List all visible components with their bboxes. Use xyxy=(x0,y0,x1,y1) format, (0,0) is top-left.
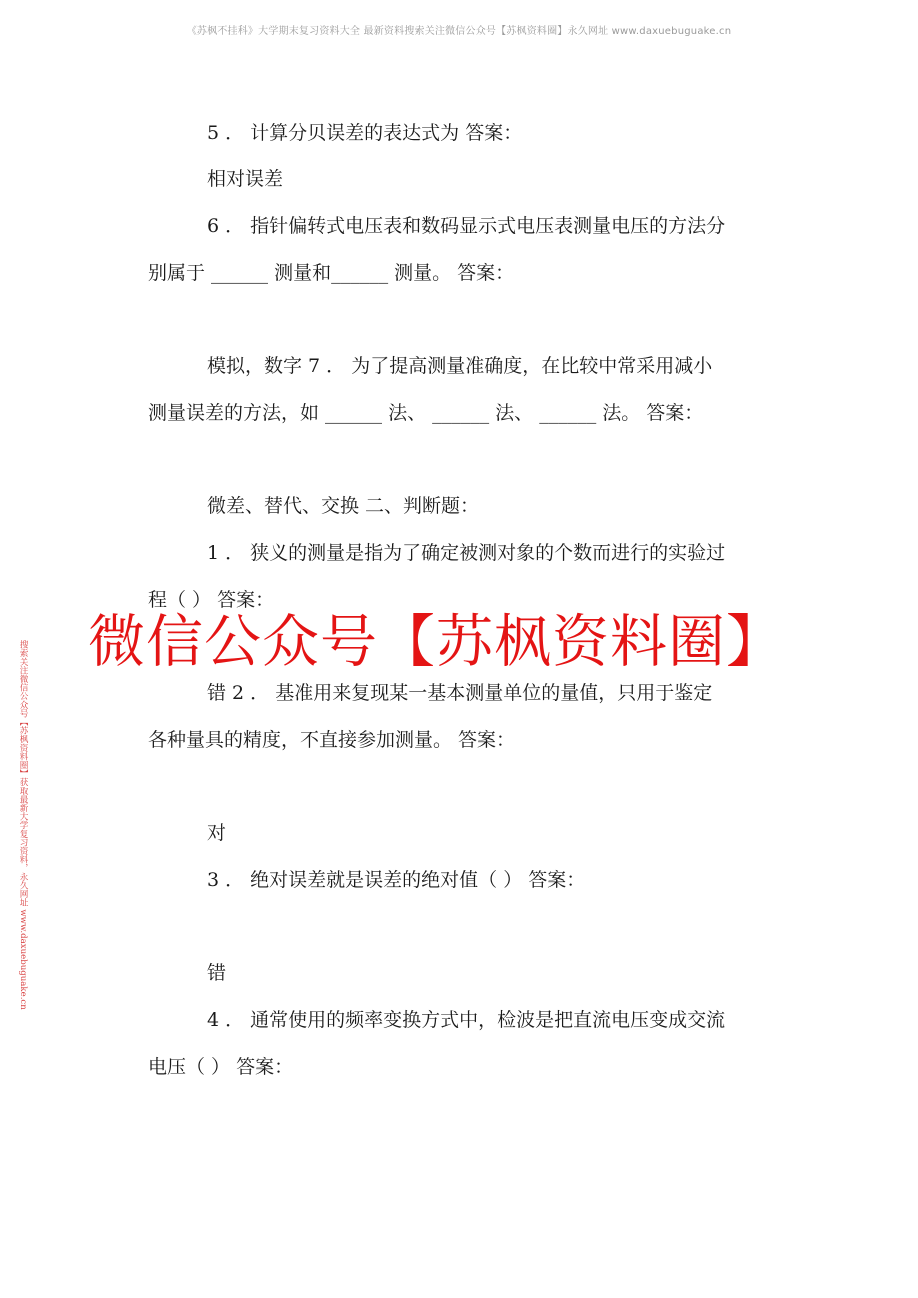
wechat-watermark: 微信公众号【苏枫资料圈】 xyxy=(88,609,784,675)
answer-2: 对 xyxy=(207,822,227,844)
question-6-line-2: 别属于 ______ 测量和______ 测量。 答案： xyxy=(148,262,515,284)
answer-5: 相对误差 xyxy=(207,168,284,190)
question-5: 5 ． 计算分贝误差的表达式为 答案： xyxy=(207,122,523,144)
judgment-1-line-2: 程（ ） 答案： xyxy=(148,589,275,611)
judgment-4-line-1: 4 ． 通常使用的频率变换方式中，检波是把直流电压变成交流 xyxy=(207,1009,726,1031)
question-6-line-1: 6 ． 指针偏转式电压表和数码显示式电压表测量电压的方法分 xyxy=(207,215,726,237)
judgment-1-line-1: 1 ． 狭义的测量是指为了确定被测对象的个数而进行的实验过 xyxy=(207,542,726,564)
judgment-3: 3 ． 绝对误差就是误差的绝对值（ ） 答案： xyxy=(207,869,586,891)
answer-7-section-heading: 微差、替代、交换 二、判断题： xyxy=(207,495,480,517)
answer-6-question-7: 模拟，数字 7 ． 为了提高测量准确度，在比较中常采用减小 xyxy=(207,355,713,377)
judgment-4-line-2: 电压（ ） 答案： xyxy=(148,1056,294,1078)
question-7-line-2: 测量误差的方法，如 ______ 法、 ______ 法、 ______ 法。 答案： xyxy=(148,402,704,424)
side-watermark: 搜索关注微信公众号【苏枫资料圈】获取最新大学复习资料，永久网址 www.daxuebuguake.cn xyxy=(18,640,28,1010)
judgment-2-line-2: 各种量具的精度，不直接参加测量。 答案： xyxy=(148,729,516,751)
answer-3: 错 xyxy=(207,962,227,984)
answer-1-judgment-2: 错 2 ． 基准用来复现某一基本测量单位的量值，只用于鉴定 xyxy=(207,682,713,704)
page-header: 《苏枫不挂科》大学期末复习资料大全 最新资料搜索关注微信公众号【苏枫资料圈】永久网址 www.daxuebuguake.cn xyxy=(186,26,732,37)
